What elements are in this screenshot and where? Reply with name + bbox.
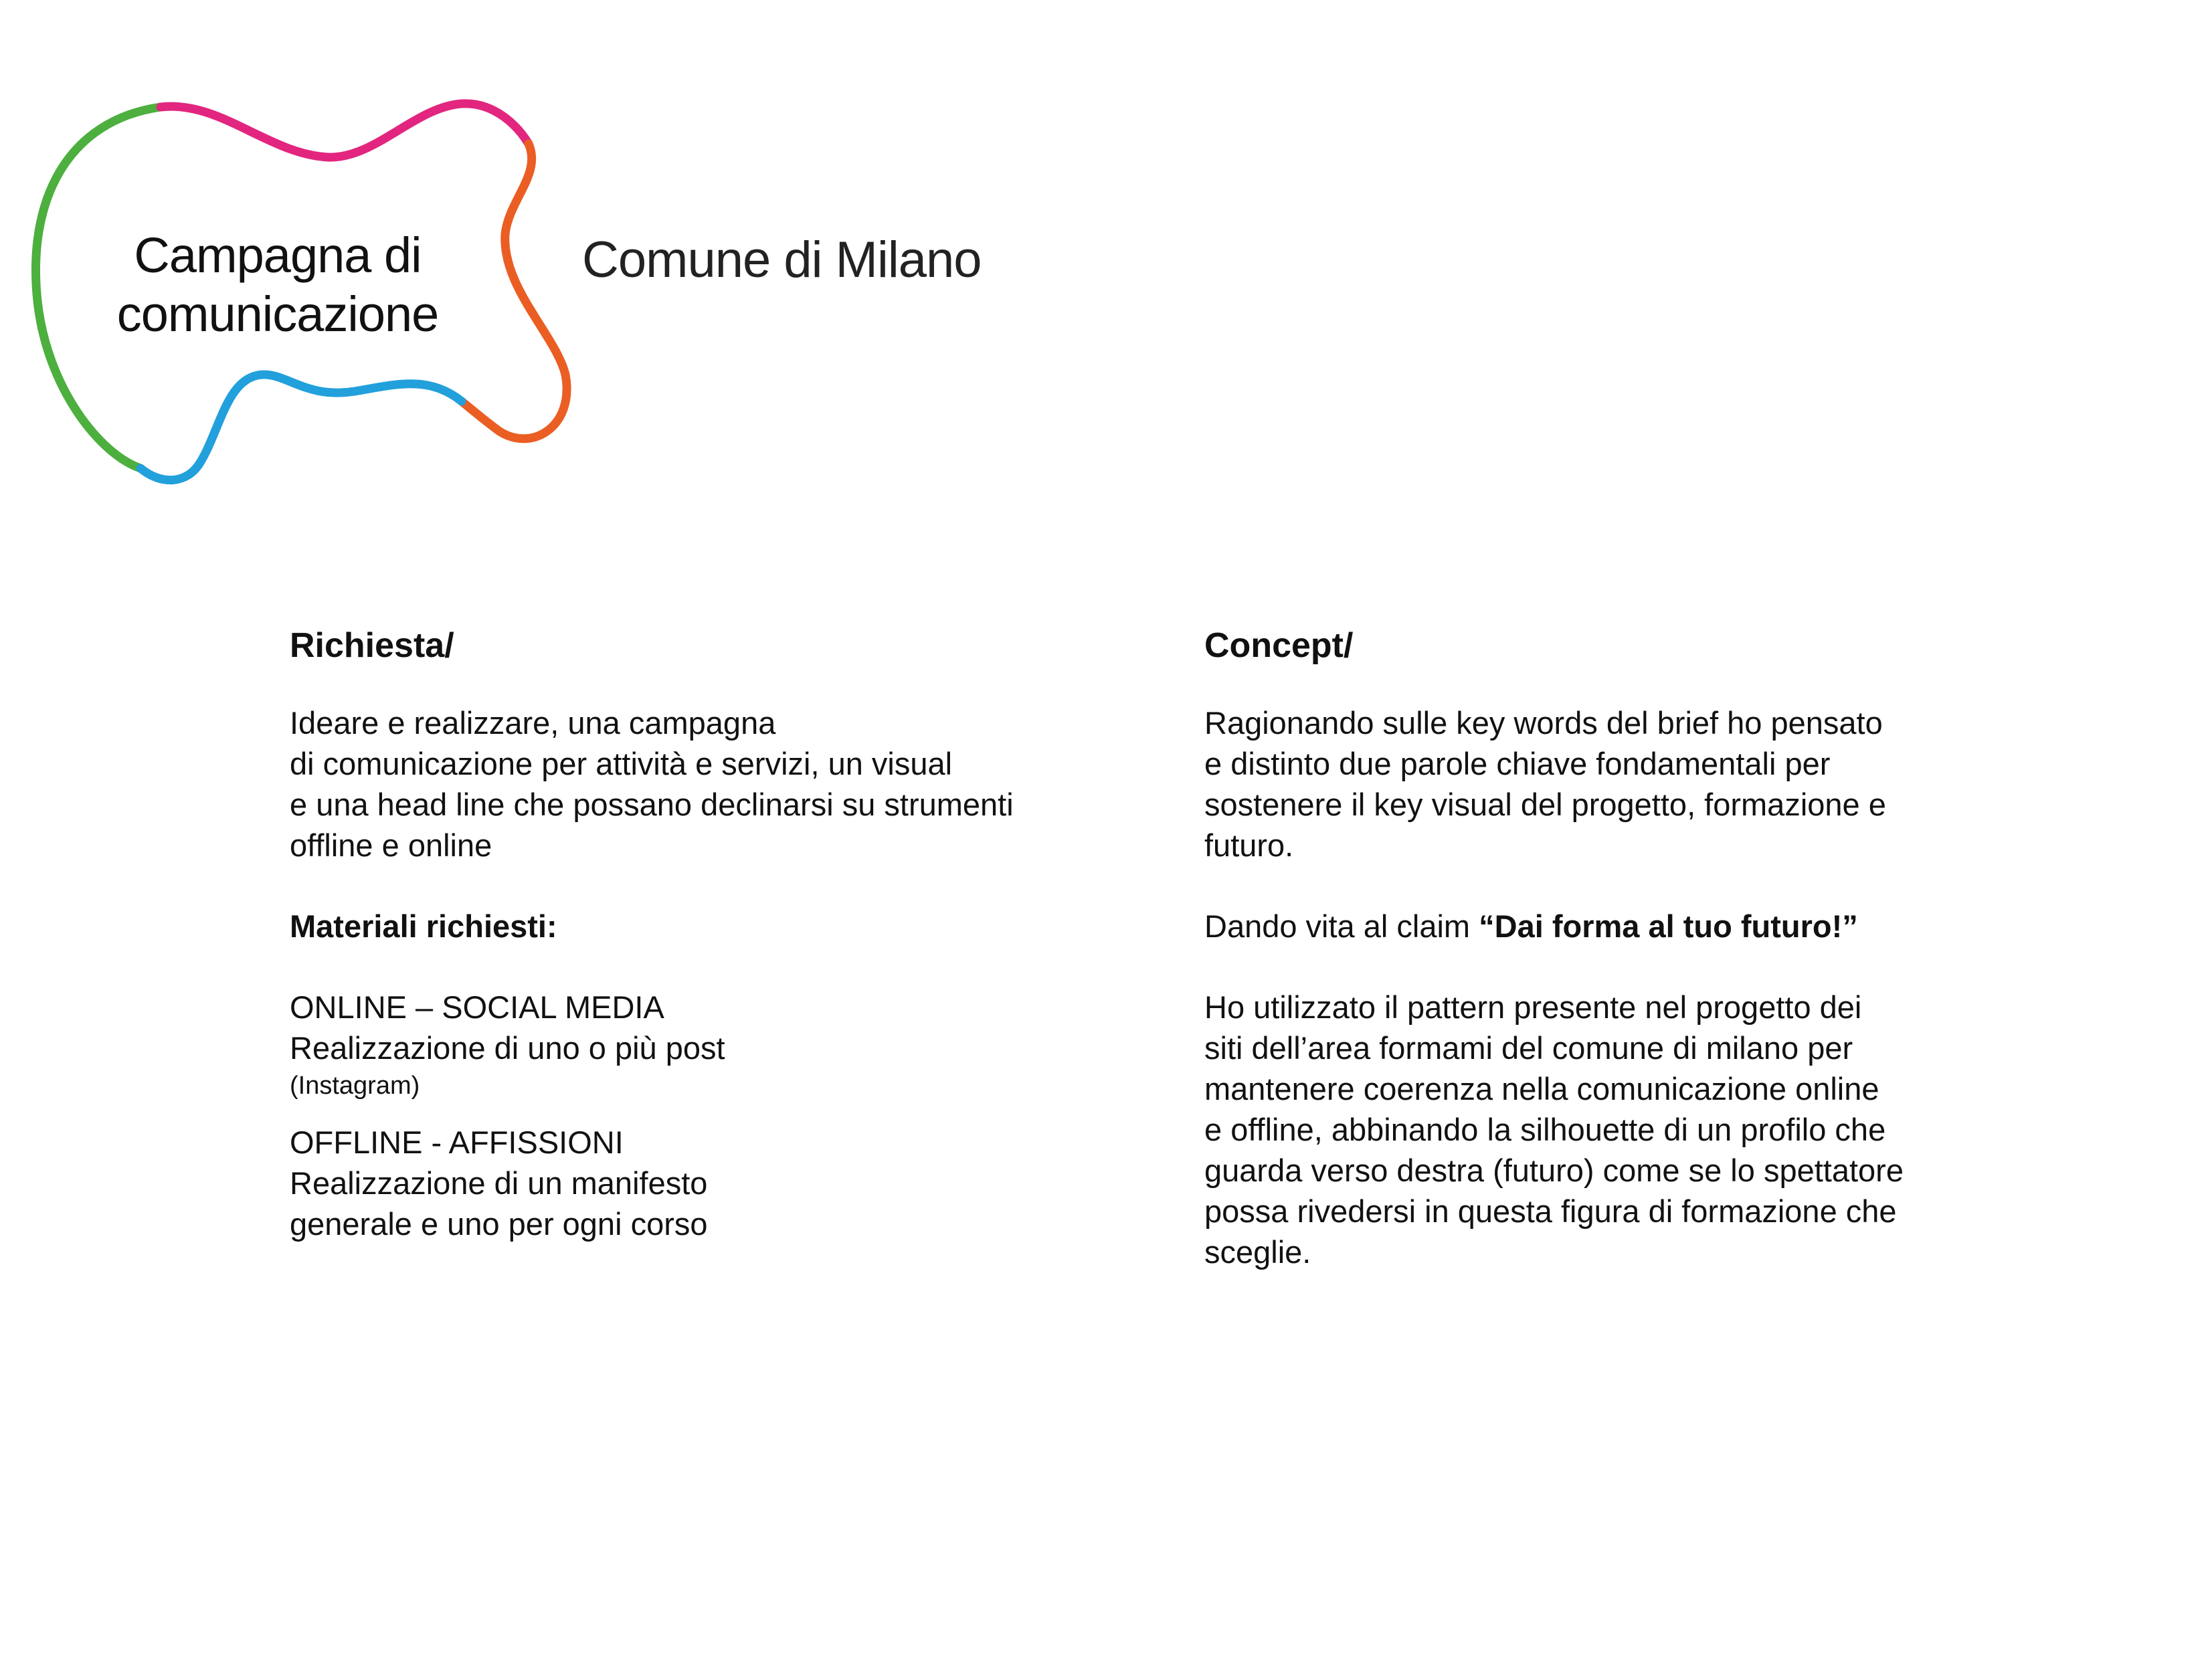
offline-line: generale e uno per ogni corso — [290, 1206, 708, 1242]
offline-line: Realizzazione di un manifesto — [290, 1165, 708, 1201]
richiesta-intro-line: offline e online — [290, 827, 492, 863]
concept-body-line: mantenere coerenza nella comunicazione online — [1204, 1071, 1879, 1106]
concept-body-line: Ho utilizzato il pattern presente nel progetto dei — [1204, 989, 1862, 1025]
richiesta-column — [290, 622, 1126, 1244]
blob-segment-orange — [462, 144, 567, 439]
online-note: (Instagram) — [290, 1072, 420, 1100]
materials-heading: Materiali richiesti: — [290, 908, 557, 944]
logo-title — [87, 226, 468, 344]
offline-title: OFFLINE - AFFISSIONI — [290, 1125, 624, 1160]
concept-intro-line: sostenere il key visual del progetto, formazione e — [1204, 787, 1886, 822]
concept-body-line: e offline, abbinando la silhouette di un profilo che — [1204, 1112, 1886, 1147]
organization-name: Comune di Milano — [582, 231, 982, 288]
concept-body-line: possa rivedersi in questa figura di formazione che — [1204, 1193, 1897, 1229]
richiesta-intro-line: Ideare e realizzare, una campagna — [290, 705, 776, 741]
online-title: ONLINE – SOCIAL MEDIA — [290, 989, 664, 1025]
claim-prefix: Dando vita al claim — [1204, 908, 1479, 944]
richiesta-heading: Richiesta/ — [290, 626, 454, 665]
concept-body-line: sceglie. — [1204, 1234, 1311, 1270]
concept-intro — [1204, 702, 2074, 866]
concept-body-line: guarda verso destra (futuro) come se lo spettatore — [1204, 1153, 1904, 1188]
concept-heading: Concept/ — [1204, 626, 1354, 665]
concept-intro-line: Ragionando sulle key words del brief ho pensato — [1204, 705, 1883, 741]
logo-title-line1: Campagna di — [134, 227, 422, 283]
online-line: Realizzazione di uno o più post — [290, 1030, 725, 1066]
concept-intro-line: e distinto due parole chiave fondamentali per — [1204, 746, 1831, 781]
offline-section — [290, 1122, 1126, 1244]
online-section — [290, 987, 1126, 1103]
concept-column — [1204, 622, 2074, 1272]
richiesta-intro — [290, 702, 1126, 866]
concept-body — [1204, 987, 2074, 1272]
richiesta-intro-line: e una head line che possano declinarsi su strumenti — [290, 787, 1014, 822]
concept-intro-line: futuro. — [1204, 827, 1294, 863]
blob-segment-magenta — [161, 104, 529, 157]
blob-segment-blue — [141, 375, 462, 480]
richiesta-intro-line: di comunicazione per attività e servizi, un visual — [290, 746, 953, 781]
concept-claim — [1204, 906, 2074, 947]
concept-body-line: siti dell’area formami del comune di milano per — [1204, 1030, 1853, 1066]
claim-text: “Dai forma al tuo futuro!” — [1479, 908, 1858, 944]
logo-title-line2: comunicazione — [116, 286, 439, 342]
